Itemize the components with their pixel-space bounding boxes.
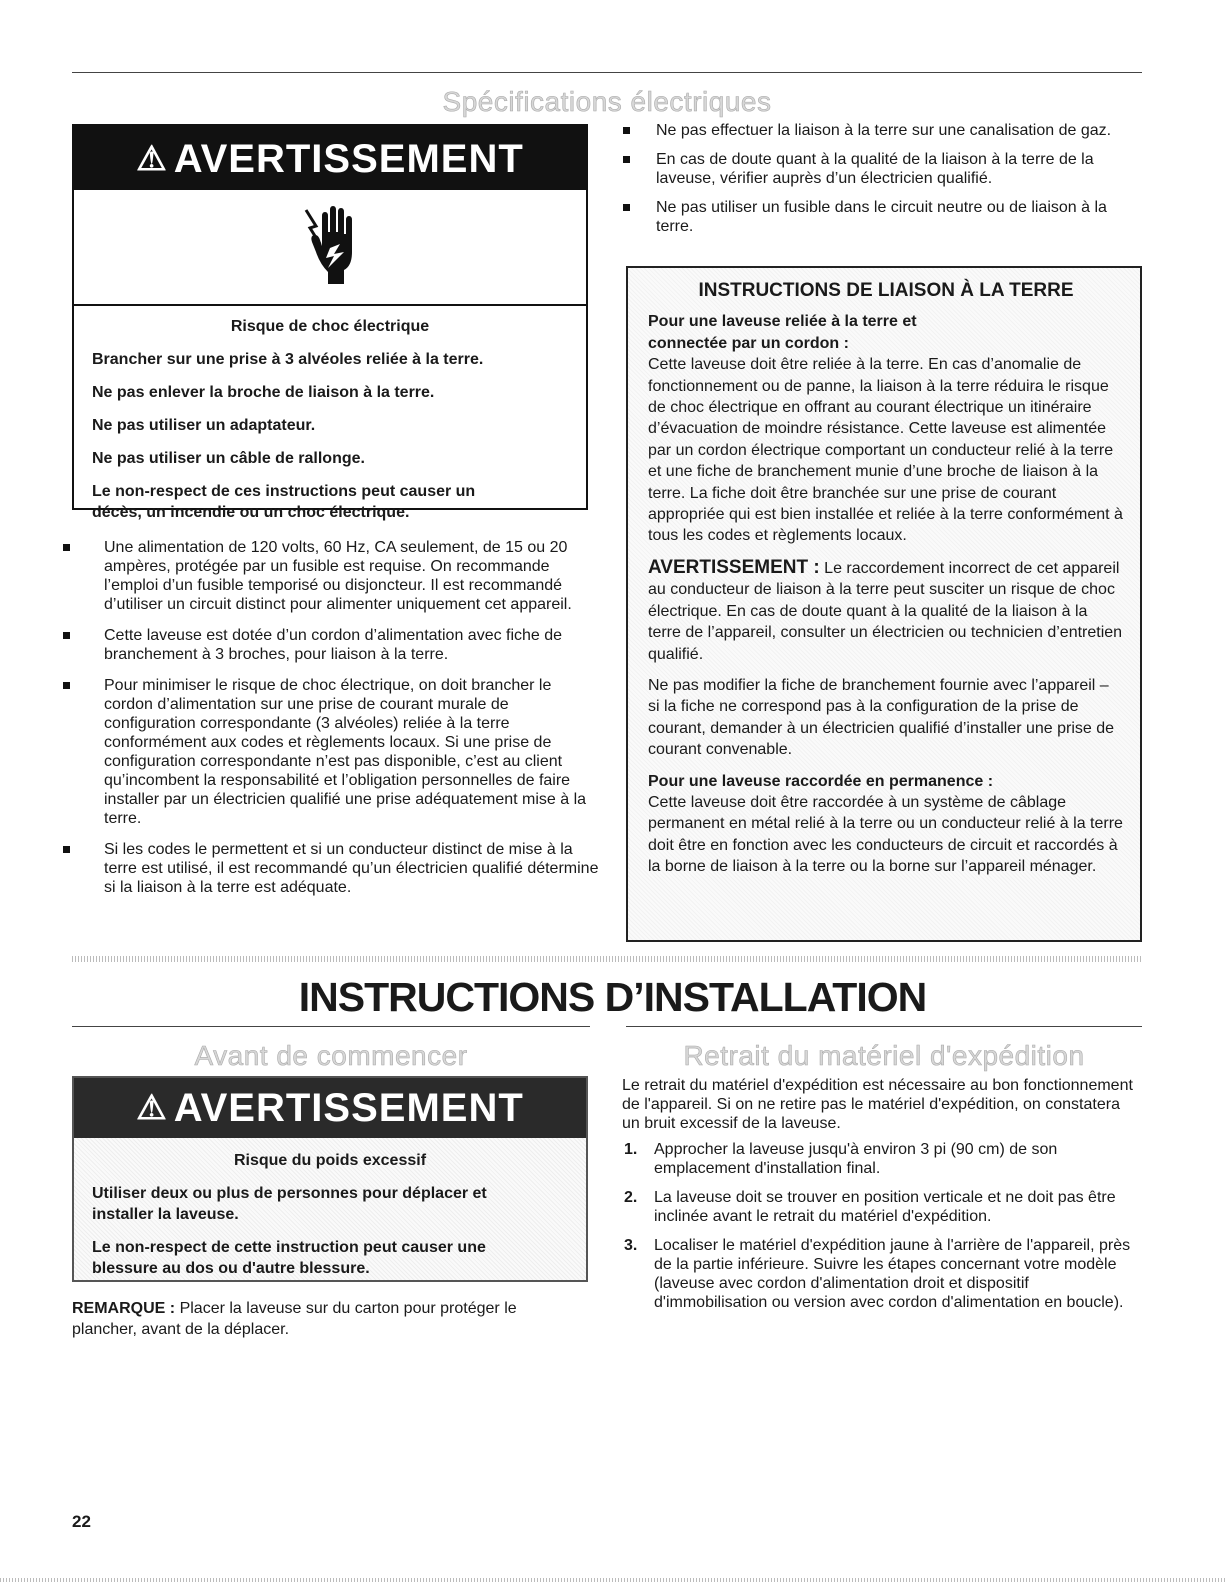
grounding-warning-paragraph <box>648 557 1124 665</box>
step-text: Approcher la laveuse jusqu'à environ 3 pi (90 cm) de son emplacement d'installation final. <box>654 1141 1058 1177</box>
warning-banner <box>74 1078 586 1138</box>
list-item <box>622 1188 1142 1226</box>
right-bullet-list <box>620 121 1145 246</box>
warning-banner-label: AVERTISSEMENT <box>173 1086 524 1130</box>
electric-shock-hand-icon <box>300 204 360 294</box>
note-paragraph <box>72 1298 582 1340</box>
list-item: Ne pas utiliser un fusible dans le circuit neutre ou de liaison à la terre. <box>620 198 1145 236</box>
grounding-warning-label: AVERTISSEMENT : <box>648 556 820 578</box>
step-number: 1. <box>624 1141 638 1158</box>
top-rule <box>72 72 1142 73</box>
step-text: La laveuse doit se trouver en position verticale et ne doit pas être inclinée avant le retrait du matériel d'expédition. <box>654 1189 1116 1225</box>
list-item <box>622 1140 1142 1178</box>
installation-title: INSTRUCTIONS D’INSTALLATION <box>298 974 927 1020</box>
warning-triangle-icon: ⚠ <box>136 1089 168 1127</box>
shipping-steps <box>622 1140 1142 1322</box>
step-number: 2. <box>624 1189 638 1206</box>
permanent-heading: Pour une laveuse raccordée en permanence : <box>648 772 994 790</box>
weight-warning-box <box>72 1076 588 1282</box>
warning-banner <box>74 126 586 190</box>
step-number: 3. <box>624 1237 638 1254</box>
cord-heading: Pour une laveuse reliée à la terre et connectée par un cordon : <box>648 313 917 352</box>
permanent-text: Cette laveuse doit être raccordée à un système de câblage permanent en métal relié à la terre ou un conducteur relié à la terre doit être en fonction avec les conducteurs de circuit et raccordés à la borne de liaison à la terre ou la borne sur l’appareil ménager. <box>648 793 1123 876</box>
grounding-title: INSTRUCTIONS DE LIAISON À LA TERRE <box>698 280 1074 301</box>
warning-line-3: Ne pas utiliser un adaptateur. <box>92 417 316 434</box>
weight-warning-line-2: Le non-respect de cette instruction peut causer une blessure au dos ou d'autre blessure. <box>92 1239 486 1277</box>
bottom-edge <box>0 1578 1225 1582</box>
note-label: REMARQUE : <box>72 1300 176 1317</box>
right-column-rule <box>626 1026 1142 1027</box>
grounding-instructions-box <box>626 266 1142 942</box>
weight-warning-line-1: Utiliser deux ou plus de personnes pour déplacer et installer la laveuse. <box>92 1185 487 1223</box>
note-text: Placer la laveuse sur du carton pour protéger le plancher, avant de la déplacer. <box>72 1300 517 1338</box>
section-title-shipping-removal: Retrait du matériel d'expédition <box>683 1040 1085 1071</box>
warning-line-1: Brancher sur une prise à 3 alvéoles reliée à la terre. <box>92 351 484 368</box>
cord-text: Cette laveuse doit être reliée à la terre. En cas d’anomalie de fonctionnement ou de panne, la liaison à la terre réduira le risque de choc électrique en offrant au courant électrique un itinéraire d’évacuation de moindre résistance. Cette laveuse est alimentée par un cordon électrique comportant un conducteur relié à la terre et une fiche de branchement munie d’une broche de liaison à la terre. La fiche doit être branchée sur une prise de courant appropriée qui est bien installée et reliée à la terre conformément à tous les codes et règlements locaux. <box>648 356 1123 545</box>
list-item: En cas de doute quant à la qualité de la liaison à la terre de la laveuse, vérifier auprès d’un électricien qualifié. <box>620 150 1145 188</box>
section-title-electrical: Spécifications électriques <box>442 86 772 117</box>
shipping-intro: Le retrait du matériel d'expédition est nécessaire au bon fonctionnement de l'appareil. Si on ne retire pas le matériel d'expédition, on constatera un bruit excessif de la laveuse. <box>622 1077 1133 1132</box>
warning-line-risk: Risque de choc électrique <box>230 318 430 335</box>
left-column-rule <box>72 1026 590 1027</box>
shock-pictogram-area <box>74 190 586 306</box>
warning-line-4: Ne pas utiliser un câble de rallonge. <box>92 450 365 467</box>
list-item: Une alimentation de 120 volts, 60 Hz, CA seulement, de 15 ou 20 ampères, protégée par un fusible est requise. On recommande l’emploi d’un fusible temporisé ou disjoncteur. Il est recommandé d’utiliser un circuit distinct pour alimenter uniquement cet appareil. <box>60 538 600 614</box>
list-item: Pour minimiser le risque de choc électrique, on doit brancher le cordon d’alimentation sur une prise de courant murale de configuration correspondante (3 alvéoles) reliée à la terre conformément aux codes et règlements locaux. Si une prise de configuration correspondante n’est pas disponible, c’est au client qu’incombent la responsabilité et l’obligation personnelles de faire installer par un électricien qualifié une prise adéquatement mise à la terre. <box>60 676 600 828</box>
section-title-before-start: Avant de commencer <box>194 1040 468 1071</box>
list-item <box>622 1236 1142 1312</box>
modify-plug-text: Ne pas modifier la fiche de branchement fournie avec l’appareil – si la fiche ne correspond pas à la configuration de la prise de courant, demander à un électricien qualifié d’installer une prise de courant convenable. <box>648 676 1115 759</box>
warning-line-2: Ne pas enlever la broche de liaison à la terre. <box>92 384 435 401</box>
list-item: Cette laveuse est dotée d’un cordon d’alimentation avec fiche de branchement à 3 broches, pour liaison à la terre. <box>60 626 600 664</box>
warning-banner-label: AVERTISSEMENT <box>173 137 524 181</box>
list-item: Ne pas effectuer la liaison à la terre sur une canalisation de gaz. <box>620 121 1145 140</box>
weight-warning-risk: Risque du poids excessif <box>233 1152 427 1169</box>
grounding-warning-text: Le raccordement incorrect de cet appareil au conducteur de liaison à la terre peut susciter un risque de choc électrique. En cas de doute quant à la qualité de la liaison à la terre de l’appareil, consulter un électricien ou technicien d’entretien qualifié. <box>648 559 1123 663</box>
step-text: Localiser le matériel d'expédition jaune à l'arrière de l'appareil, près de la partie inférieure. Suivre les étapes concernant votre modèle (laveuse avec cordon d'alimentation droit et dispositif d'immobilisation ou version avec cordon d'alimentation en boucle). <box>654 1237 1131 1311</box>
page-number: 22 <box>72 1512 91 1531</box>
warning-triangle-icon: ⚠ <box>136 140 168 178</box>
shock-warning-box <box>72 124 588 521</box>
warning-line-5: Le non-respect de ces instructions peut causer un décès, un incendie ou un choc électrique. <box>92 483 476 521</box>
section-separator <box>72 956 1142 962</box>
left-bullet-list <box>60 538 600 909</box>
list-item: Si les codes le permettent et si un conducteur distinct de mise à la terre est utilisé, il est recommandé qu’un électricien qualifié détermine si la liaison à la terre est adéquate. <box>60 840 600 897</box>
